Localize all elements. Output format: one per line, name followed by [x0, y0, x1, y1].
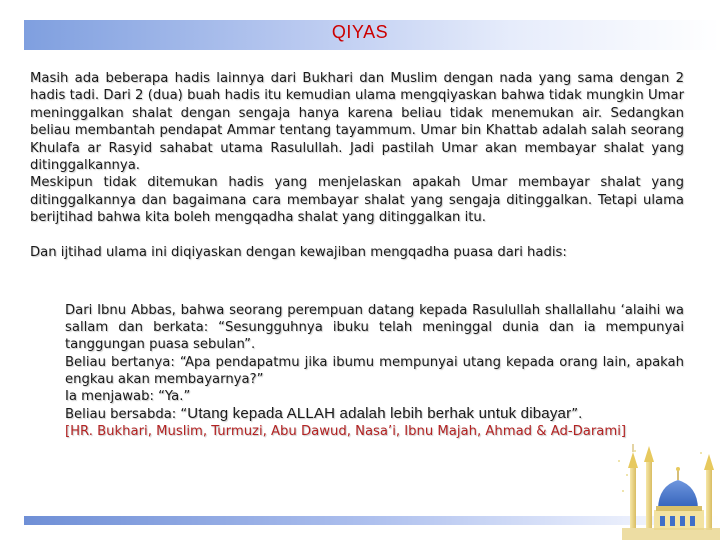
hadith-reference: [HR. Bukhari, Muslim, Turmuzi, Abu Dawud, Nasa’i, Ibnu Majah, Ahmad & Ad-Darami]	[65, 424, 627, 440]
slide-title: QIYAS	[331, 22, 389, 42]
quote-line-4-suffix: ”.	[571, 407, 583, 423]
quote-line-4-prefix: Beliau bersabda: “	[65, 407, 188, 423]
mosque-illustration-icon	[612, 440, 720, 540]
quote-line-4-emphasis: Utang kepada ALLAH adalah lebih berhak untuk dibayar	[187, 405, 572, 423]
paragraph-1: Masih ada beberapa hadis lainnya dari Bukhari dan Muslim dengan nada yang sama dengan 2 hadis tadi. Dari 2 (dua) buah hadis itu kemudian ulama mengqiyaskan bahwa tidak mungkin Umar meninggalkan shalat dengan sengaja hanya karena beliau tidak menemukan air. Sedangkan beliau membantah pendapat Ammar tentang tayammum. Umar bin Khattab adalah salah seorang Khulafa ar Rasyid sahabat utama Rasulullah. Jadi pastilah Umar akan membayar shalat yang ditinggalkannya.	[30, 71, 684, 174]
paragraph-gap	[30, 227, 684, 244]
hadith-quote	[65, 302, 684, 441]
paragraph-2: Meskipun tidak ditemukan hadis yang menjelaskan apakah Umar membayar shalat yang ditinggalkannya dan bagaimana cara membayar shalat yang sengaja ditinggalkan. Tetapi ulama berijtihad bahwa kita boleh mengqadha shalat yang ditinggalkan itu.	[30, 175, 684, 226]
quote-line-4	[65, 405, 684, 423]
quote-line-3: Ia menjawab: “Ya.”	[65, 389, 191, 405]
quote-line-2: Beliau bertanya: “Apa pendapatmu jika ibumu mempunyai utang kepada orang lain, apakah engkau akan membayarnya?”	[65, 354, 684, 387]
body-text	[30, 70, 684, 261]
quote-line-1: Dari Ibnu Abbas, bahwa seorang perempuan datang kepada Rasulullah shallallahu ‘alaihi wa sallam dan berkata: “Sesungguhnya ibuku telah meninggal dunia dan ia mempunyai tanggungan puasa sebulan”.	[65, 303, 684, 353]
paragraph-3: Dan ijtihad ulama ini diqiyaskan dengan kewajiban mengqadha puasa dari hadis:	[30, 244, 567, 260]
